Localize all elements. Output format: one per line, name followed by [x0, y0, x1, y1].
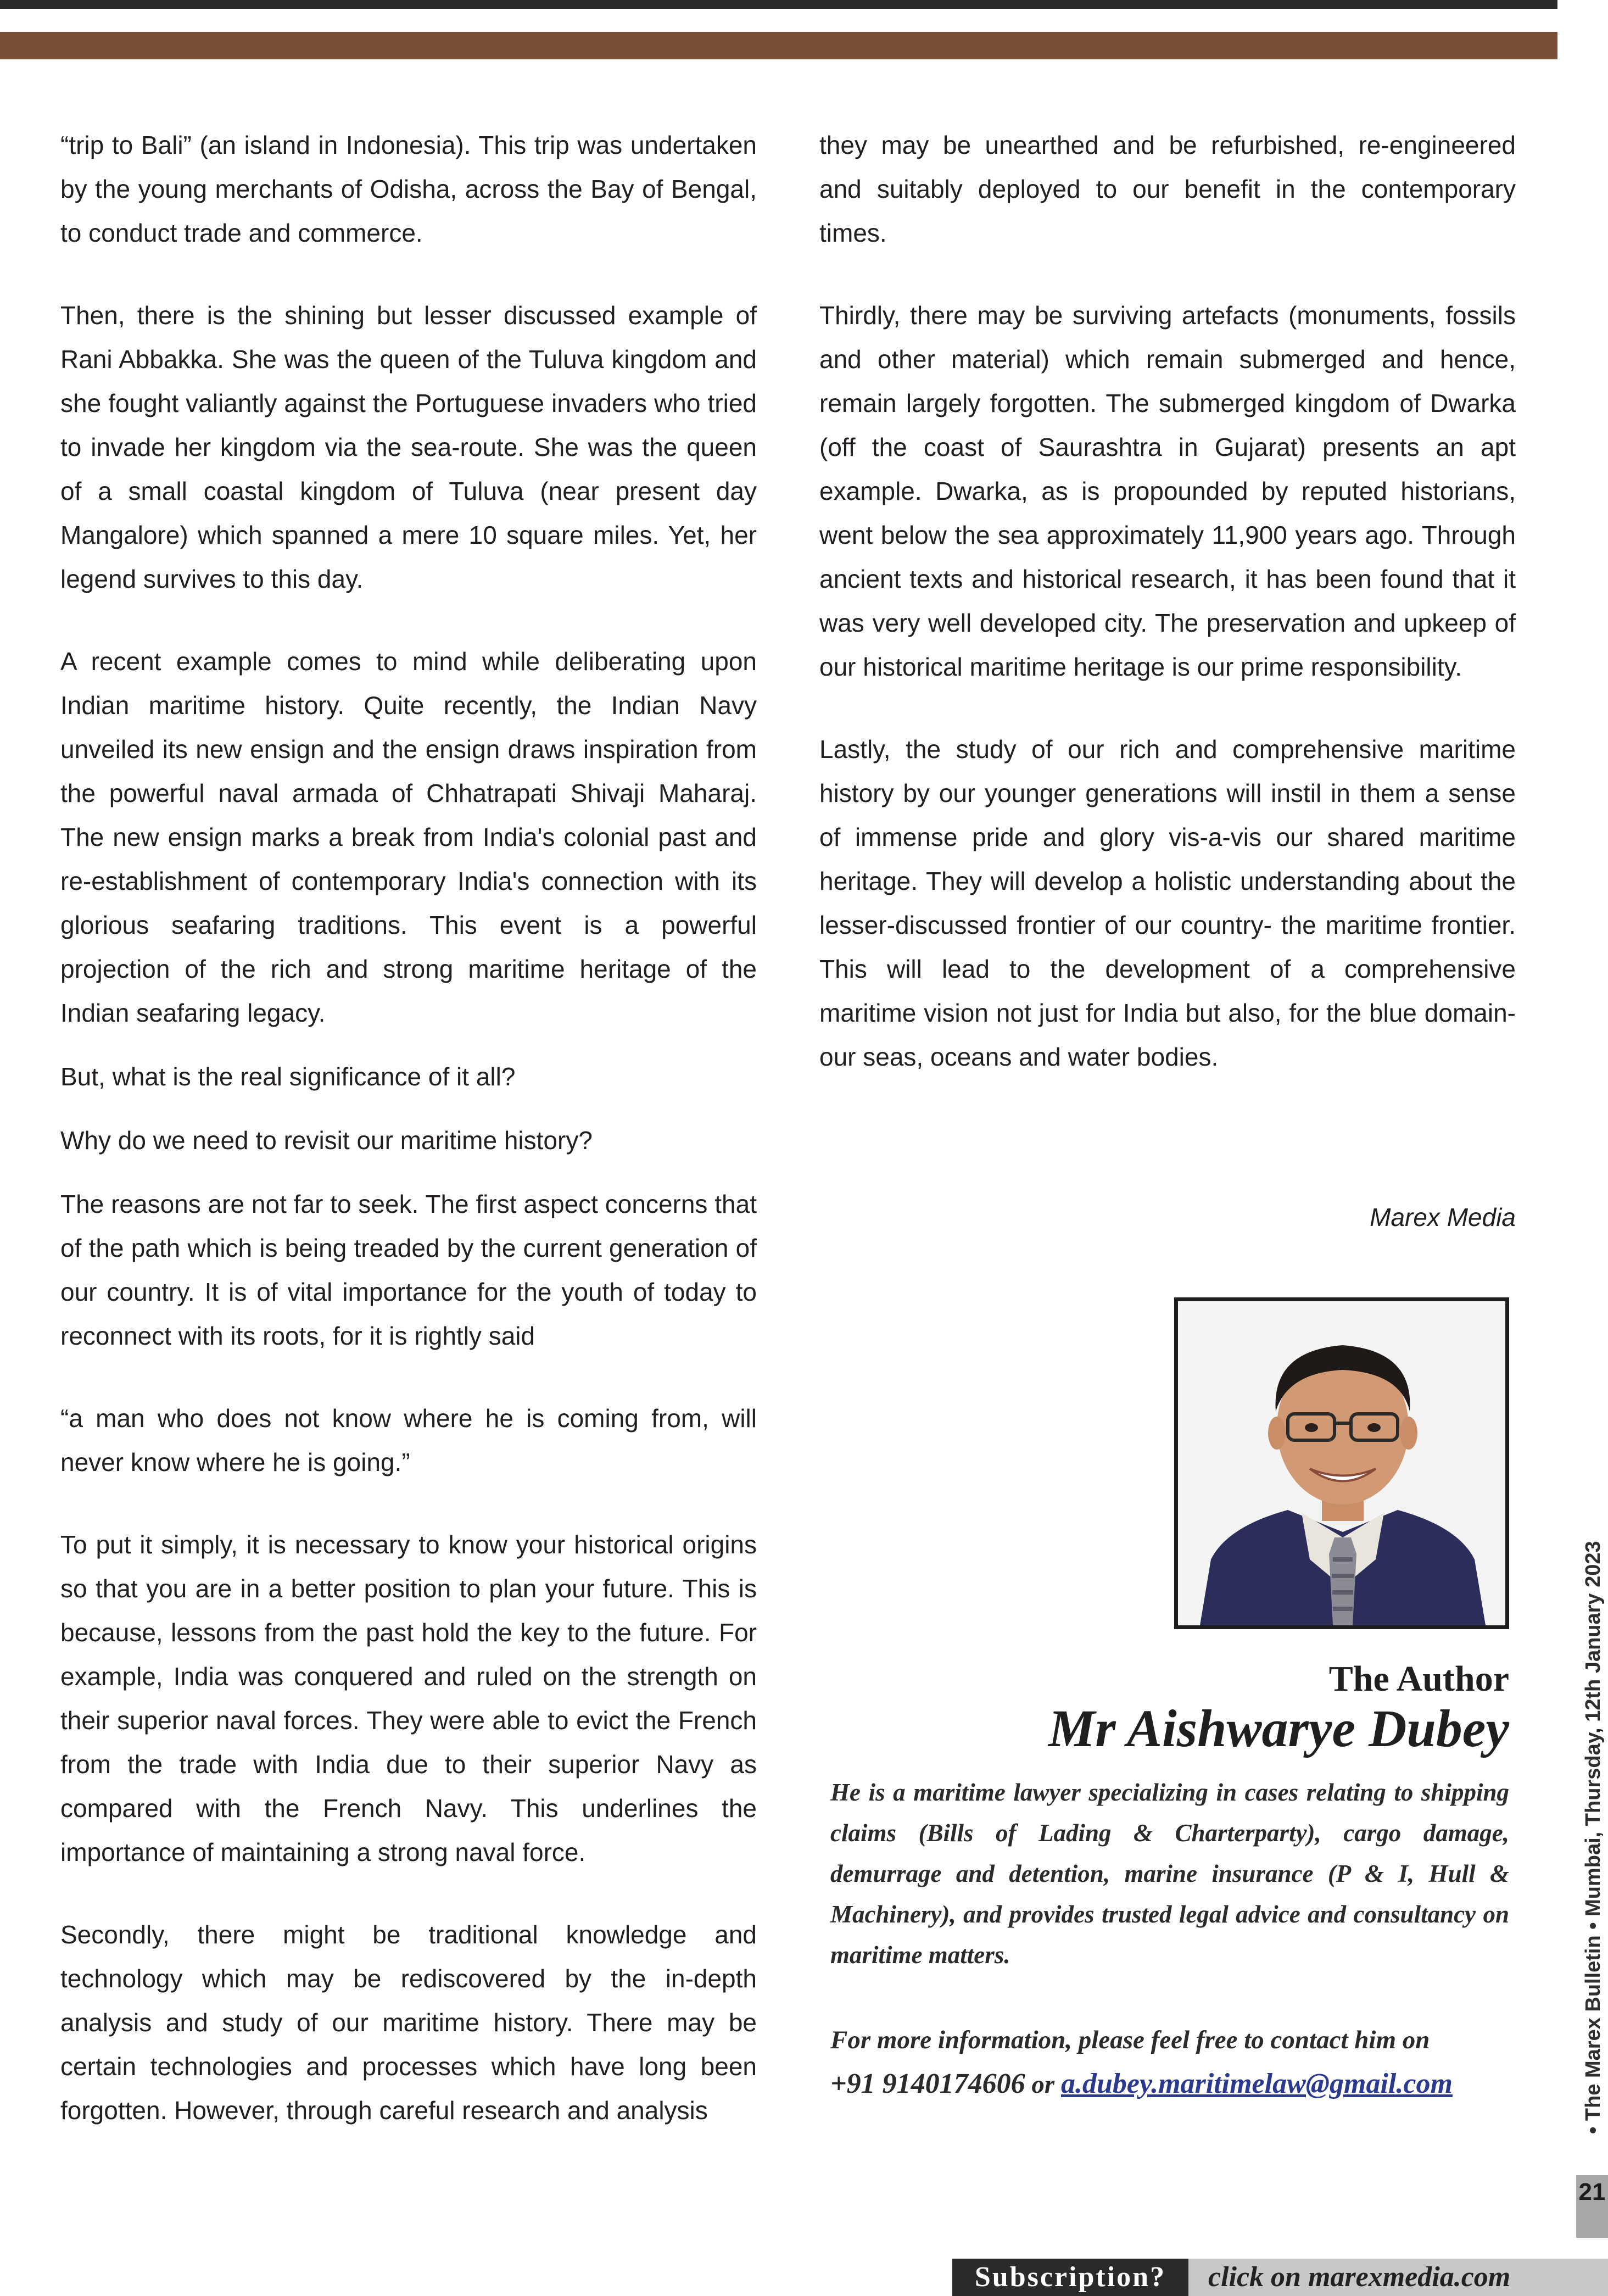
- paragraph: Thirdly, there may be surviving artefacts (monuments, fossils and other material) which remain submerged and hence, remain largely forgotten. The submerged kingdom of Dwarka (off the coast of Saurashtra in Gujarat) presents an apt example. Dwarka, as is propounded by reputed historians, went below the sea approximately 11,900 years ago. Through ancient texts and historical research, it has been found that it was very well developed city. The preservation and upkeep of our historical maritime heritage is our prime responsibility.: [819, 301, 1516, 681]
- paragraph: But, what is the real significance of it all?: [60, 1062, 516, 1091]
- header-band: [0, 32, 1557, 59]
- page-number: 21: [1576, 2175, 1608, 2238]
- paragraph: A recent example comes to mind while deliberating upon Indian maritime history. Quite recently, the Indian Navy unveiled its new ensign and the ensign draws inspiration from the powerful naval armada of Chhatrapati Shivaji Maharaj. The new ensign marks a break from India's colonial past and re-establishment of contemporary India's connection with its glorious seafaring traditions. This event is a powerful projection of the rich and strong maritime heritage of the Indian seafaring legacy.: [60, 647, 757, 1027]
- article-signoff: Marex Media: [1370, 1203, 1516, 1231]
- contact-phone: +91 9140174606: [830, 2068, 1025, 2099]
- author-heading: The Author: [1328, 1659, 1509, 1699]
- article-left-column: [60, 123, 757, 2132]
- subscription-button[interactable]: Subscription?: [952, 2259, 1188, 2296]
- paragraph: Lastly, the study of our rich and comprehensive maritime history by our younger generations will instil in them a sense of immense pride and glory vis-a-vis our shared maritime heritage. They will develop a holistic understanding about the lesser-discussed frontier of our country- the maritime frontier. This will lead to the development of a comprehensive maritime vision not just for India but also, for the blue domain- our seas, oceans and water bodies.: [819, 735, 1516, 1071]
- author-name: Mr Aishwarye Dubey: [1048, 1699, 1509, 1758]
- quote-paragraph: “a man who does not know where he is coming from, will never know where he is going.”: [60, 1404, 757, 1476]
- paragraph: Why do we need to revisit our maritime history?: [60, 1126, 593, 1155]
- author-photo: [1174, 1297, 1509, 1629]
- contact-email-link[interactable]: a.dubey.maritimelaw@gmail.com: [1060, 2068, 1453, 2099]
- paragraph: Secondly, there might be traditional knowledge and technology which may be rediscovered by the in-depth analysis and study of our maritime history. There may be certain technologies and processes which have long been forgotten. However, through careful research and analysis: [60, 1920, 757, 2125]
- contact-or: or: [1031, 2070, 1055, 2099]
- paragraph: “trip to Bali” (an island in Indonesia). This trip was undertaken by the young merchants of Odisha, across the Bay of Bengal, to conduct trade and commerce.: [60, 131, 757, 247]
- paragraph: To put it simply, it is necessary to know your historical origins so that you are in a better position to plan your future. This is because, lessons from the past hold the key to the future. For example, India was conquered and ruled on the strength on their superior naval forces. They were able to evict the French from the trade with India due to their superior Navy as compared with the French Navy. This underlines the importance of maintaining a strong naval force.: [60, 1530, 757, 1866]
- author-bio: He is a maritime lawyer specializing in cases relating to shipping claims (Bills of Lading & Charterparty), cargo damage, demurrage and detention, marine insurance (P & I, Hull & Machinery), and provides trusted legal advice and consultancy on maritime matters.: [830, 1779, 1509, 1969]
- paragraph: The reasons are not far to seek. The first aspect concerns that of the path which is being treaded by the current generation of our country. It is of vital importance for the youth of today to reconnect with its roots, for it is rightly said: [60, 1190, 757, 1350]
- paragraph: Then, there is the shining but lesser discussed example of Rani Abbakka. She was the queen of the Tuluva kingdom and she fought valiantly against the Portuguese invaders who tried to invade her kingdom via the sea-route. She was the queen of a small coastal kingdom of Tuluva (near present day Mangalore) which spanned a mere 10 square miles. Yet, her legend survives to this day.: [60, 301, 757, 593]
- author-contact: [830, 2018, 1509, 2106]
- paragraph: they may be unearthed and be refurbished, re-engineered and suitably deployed to our benefit in the contemporary times.: [819, 131, 1516, 247]
- contact-intro: For more information, please feel free to contact him on: [830, 2026, 1430, 2054]
- running-footer-vertical: • The Marex Bulletin • Mumbai, Thursday, 12th January 2023: [1582, 1541, 1605, 2134]
- author-portrait-image: [1178, 1301, 1505, 1625]
- article-right-column: [819, 123, 1516, 1079]
- subscription-link[interactable]: click on marexmedia.com: [1208, 2261, 1511, 2293]
- top-rule: [0, 0, 1557, 9]
